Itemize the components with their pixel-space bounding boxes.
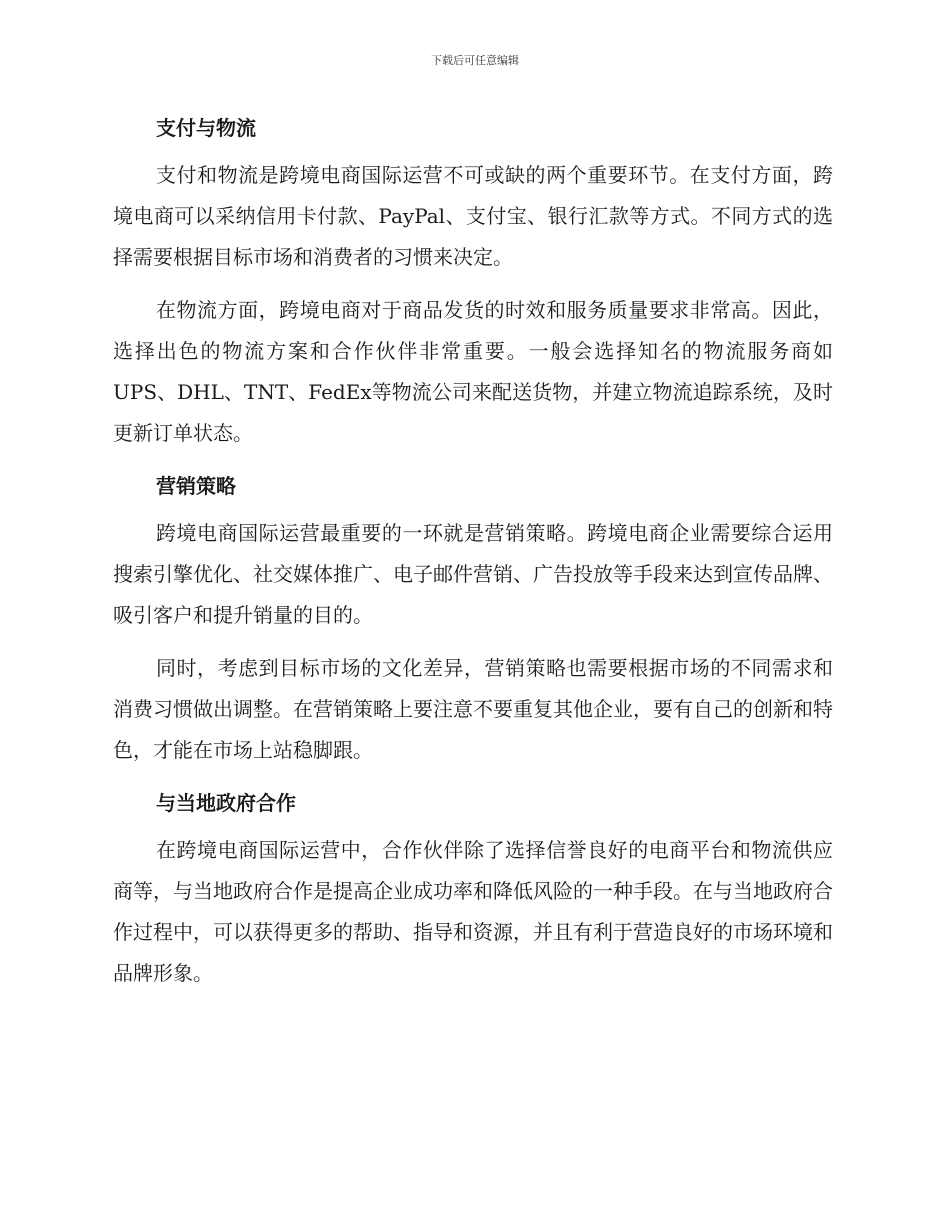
page-header: 下载后可任意编辑 (431, 54, 519, 67)
section-heading-marketing: 营销策略 (156, 474, 236, 498)
paragraph: 在物流方面，跨境电商对于商品发货的时效和服务质量要求非常高。因此，选择出色的物流方案和合作伙伴非常重要。一般会选择知名的物流服务商如UPS、DHL、TNT、FedEx等物流公司来配送货物，并建立物流追踪系统，及时更新订单状态。 (113, 298, 833, 445)
paragraph: 跨境电商国际运营最重要的一环就是营销策略。跨境电商企业需要综合运用搜索引擎优化、社交媒体推广、电子邮件营销、广告投放等手段来达到宣传品牌、吸引客户和提升销量的目的。 (113, 521, 833, 627)
paragraph: 在跨境电商国际运营中，合作伙伴除了选择信誉良好的电商平台和物流供应商等，与当地政府合作是提高企业成功率和降低风险的一种手段。在与当地政府合作过程中，可以获得更多的帮助、指导和资源，并且有利于营造良好的市场环境和品牌形象。 (113, 838, 833, 985)
paragraph: 支付和物流是跨境电商国际运营不可或缺的两个重要环节。在支付方面，跨境电商可以采纳信用卡付款、PayPal、支付宝、银行汇款等方式。不同方式的选择需要根据目标市场和消费者的习惯来决定。 (113, 163, 833, 269)
paragraph: 同时，考虑到目标市场的文化差异，营销策略也需要根据市场的不同需求和消费习惯做出调整。在营销策略上要注意不要重复其他企业，要有自己的创新和特色，才能在市场上站稳脚跟。 (113, 656, 833, 762)
document-body (113, 108, 833, 994)
section-heading-payment-logistics: 支付与物流 (156, 116, 256, 140)
section-heading-government: 与当地政府合作 (156, 791, 296, 815)
